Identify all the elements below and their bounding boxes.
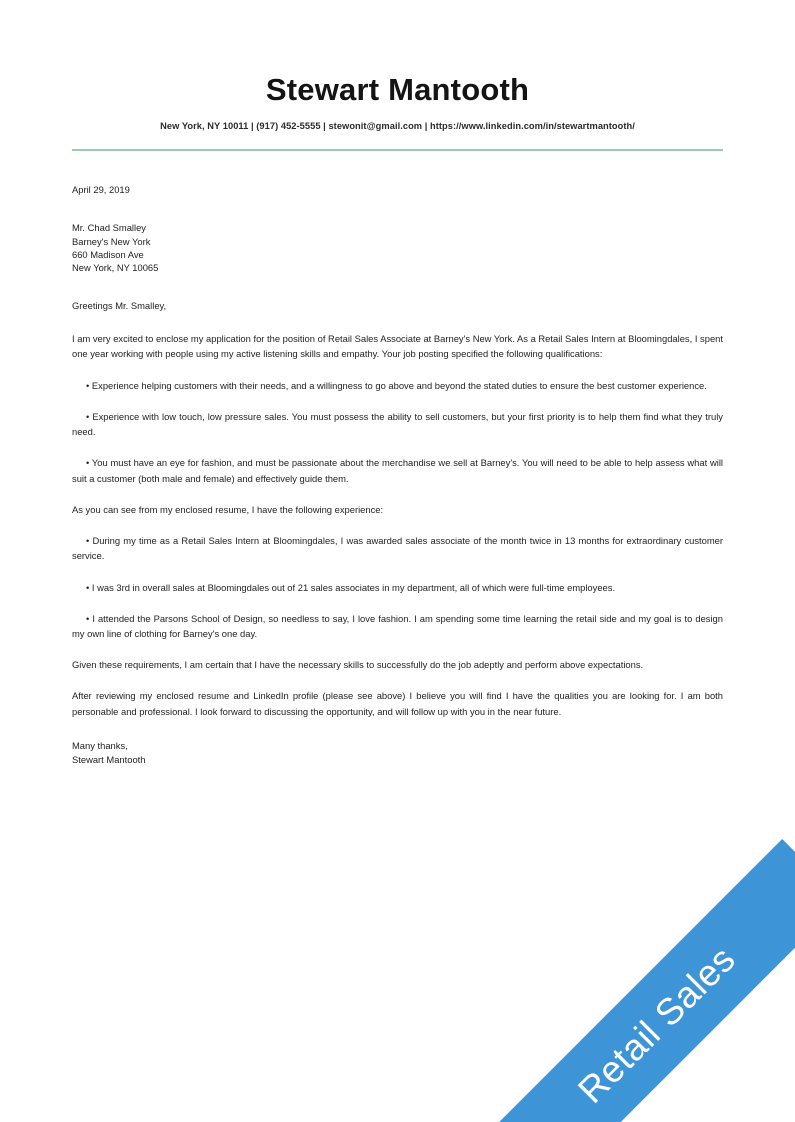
letter-body [72, 183, 723, 767]
experience-item: • During my time as a Retail Sales Intern at Bloomingdales, I was awarded sales associate of the month twice in 13 months for extraordinary customer service. [72, 535, 723, 562]
letter-content [72, 0, 723, 766]
experience-lead-paragraph: As you can see from my enclosed resume, I have the following experience: [72, 503, 384, 515]
ribbon-label: Retail Sales [570, 938, 744, 1112]
letterhead [72, 0, 723, 151]
conclusion-paragraph: After reviewing my enclosed resume and LinkedIn profile (please see above) I believe you will find I have the qualities you are looking for. I am both personable and professional. I look forward to discussing the opportunity, and will follow up with you in the near future. [72, 690, 723, 717]
corner-ribbon [465, 792, 795, 1122]
page-title: Stewart Mantooth [265, 72, 530, 107]
signature-name: Stewart Mantooth [72, 753, 146, 765]
closing-block [72, 739, 723, 766]
sign-off: Many thanks, [72, 739, 128, 751]
experience-item: • I attended the Parsons School of Design, so needless to say, I love fashion. I am spending some time learning the retail side and my goal is to design my own line of clothing for Barney's one day. [72, 612, 723, 639]
qualification-item: • Experience with low touch, low pressure sales. You must possess the ability to sell customers, but your first priority is to help them find what they truly need. [72, 410, 723, 438]
qualification-item: • Experience helping customers with their needs, and a willingness to go above and beyond the stated duties to ensure the best customer experience. [86, 379, 707, 391]
date-line: April 29, 2019 [72, 183, 130, 195]
salutation: Greetings Mr. Smalley, [72, 299, 167, 311]
recipient-name: Mr. Chad Smalley [72, 222, 146, 234]
recipient-company: Barney's New York [72, 235, 151, 247]
contact-info-line: New York, NY 10011 | (917) 452-5555 | stewonit@gmail.com | https://www.linkedin.com/in/stewartmantooth/ [160, 120, 635, 131]
ribbon-band [471, 839, 795, 1122]
intro-paragraph: I am very excited to enclose my application for the position of Retail Sales Associate at Barney's New York. As a Retail Sales Intern at Bloomingdales, I spent one year working with people using my active listening skills and empathy. Your job posting specified the following qualifications: [72, 333, 723, 360]
qualification-item: • You must have an eye for fashion, and must be passionate about the merchandise we sell at Barney's. You will need to be able to help assess what will suit a customer (both male and female) and effectively guide them. [72, 457, 723, 484]
experience-item: • I was 3rd in overall sales at Bloomingdales out of 21 sales associates in my department, all of which were full-time employees. [86, 581, 616, 593]
summary-paragraph: Given these requirements, I am certain that I have the necessary skills to successfully do the job adeptly and perform above expectations. [72, 659, 644, 671]
recipient-city-state-zip: New York, NY 10065 [72, 262, 159, 274]
recipient-address-block [72, 221, 723, 274]
recipient-street: 660 Madison Ave [72, 248, 144, 260]
header-divider [72, 149, 723, 151]
